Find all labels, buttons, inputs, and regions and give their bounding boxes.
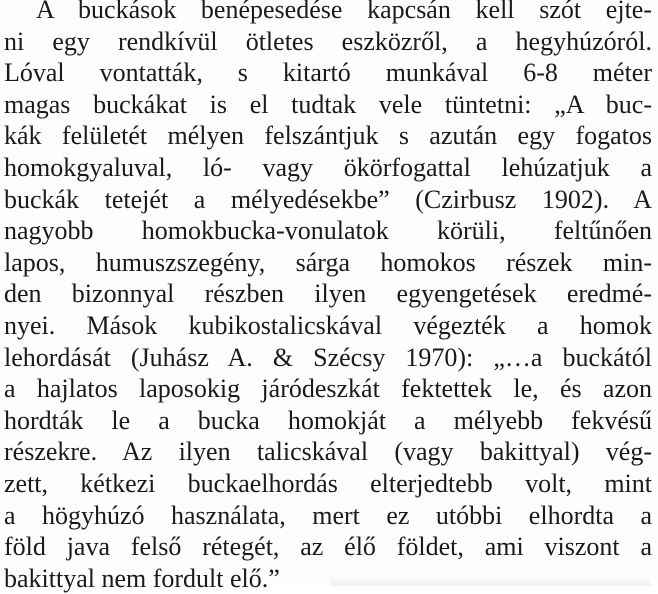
text-line: lapos, humuszszegény, sárga homokos részek min- — [4, 247, 652, 277]
text-line: hordták le a bucka homokját a mélyebb fekvésű — [4, 405, 652, 435]
text-line: a högyhúzó használata, mert ez utóbbi elhordta a — [4, 500, 652, 530]
text-line: részekre. Az ilyen talicskával (vagy bakittyal) vég- — [4, 437, 652, 467]
scan-edge-artifact — [330, 576, 650, 586]
text-line: homokgyaluval, ló- vagy ökörfogattal lehúzatjuk a — [4, 152, 652, 182]
text-line: a hajlatos laposokig járódeszkát fektettek le, és azon — [4, 374, 652, 404]
text-line: föld java felső rétegét, az élő földet, ami viszont a — [4, 532, 652, 562]
body-paragraph — [4, 0, 652, 594]
text-line: nyei. Mások kubikostalicskával végezték a homok — [4, 310, 652, 340]
text-line: A buckások benépesedése kapcsán kell szót ejte- — [36, 0, 652, 24]
text-line: nagyobb homokbucka-vonulatok körüli, feltűnően — [4, 216, 652, 246]
text-line: den bizonnyal részben ilyen egyengetések eredmé- — [4, 279, 652, 309]
text-line: ni egy rendkívül ötletes eszközről, a hegyhúzóról. — [4, 26, 652, 56]
text-line: kák felületét mélyen felszántjuk s azután egy fogatos — [4, 121, 652, 151]
text-line: zett, kétkezi buckaelhordás elterjedtebb volt, mint — [4, 468, 652, 498]
text-line: magas buckákat is el tudtak vele tüntetni: „A buc- — [4, 89, 652, 119]
text-line: Lóval vontatták, s kitartó munkával 6-8 méter — [4, 58, 652, 88]
text-line: lehordását (Juhász A. & Szécsy 1970): „…a buckától — [4, 342, 652, 372]
text-line: buckák tetejét a mélyedésekbe” (Czirbusz 1902). A — [4, 184, 652, 214]
text-line: bakittyal nem fordult elő.” — [4, 563, 280, 593]
